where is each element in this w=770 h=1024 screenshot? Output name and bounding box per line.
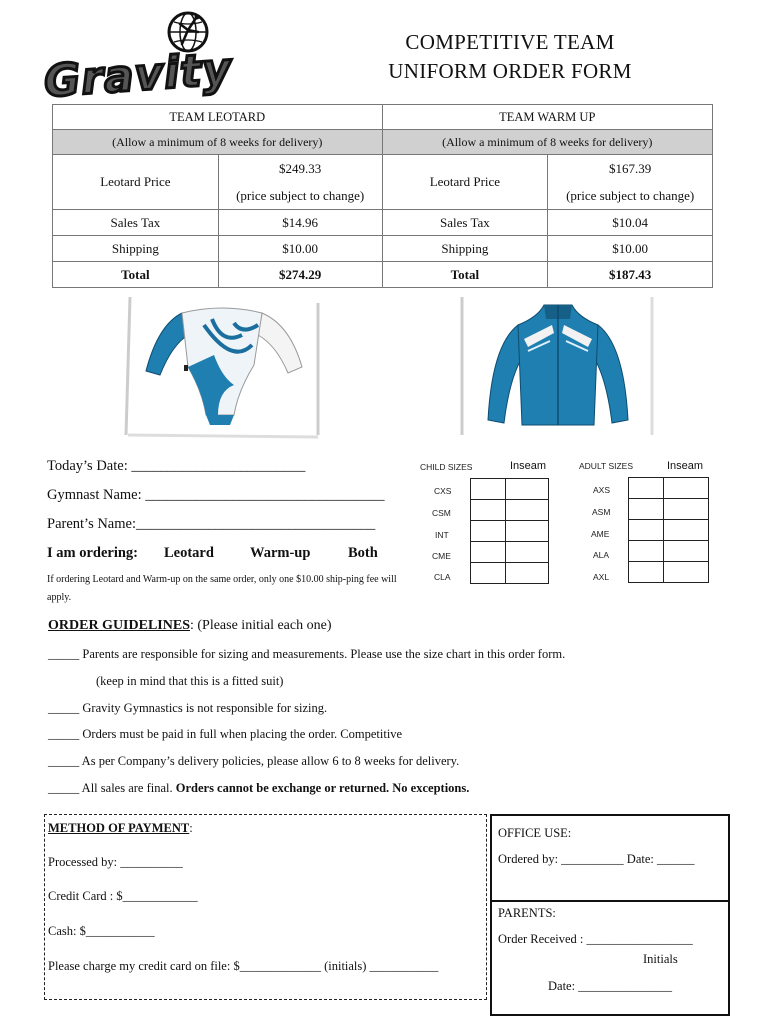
price-table bbox=[52, 104, 713, 288]
guideline-paid-in-full[interactable]: _____ Orders must be paid in full when placing the order. Competitive bbox=[48, 727, 403, 741]
child-size-csm: CSM bbox=[432, 508, 451, 518]
grid-cell[interactable] bbox=[471, 479, 506, 500]
warmup-price-cell bbox=[548, 155, 713, 210]
office-use-heading: OFFICE USE: bbox=[498, 826, 572, 840]
grid-cell[interactable] bbox=[629, 541, 664, 562]
leotard-total-label: Total bbox=[53, 262, 219, 288]
charge-card-on-file-field[interactable]: Please charge my credit card on file: $_____________ (initials) ___________ bbox=[48, 959, 439, 973]
grid-cell[interactable] bbox=[506, 542, 549, 563]
grid-cell[interactable] bbox=[471, 563, 506, 584]
adult-size-axl: AXL bbox=[593, 572, 610, 582]
grid-cell[interactable] bbox=[506, 521, 549, 542]
warmup-jacket-image bbox=[458, 295, 658, 440]
order-received-field[interactable]: Order Received : _________________ bbox=[498, 932, 693, 946]
child-size-grid[interactable] bbox=[470, 478, 549, 584]
grid-cell[interactable] bbox=[664, 562, 709, 583]
todays-date-field[interactable]: Today’s Date: ________________________ bbox=[47, 458, 306, 474]
grid-cell[interactable] bbox=[506, 479, 549, 500]
grid-cell[interactable] bbox=[664, 478, 709, 499]
grid-cell[interactable] bbox=[664, 520, 709, 541]
warmup-price-label: Leotard Price bbox=[382, 155, 548, 210]
adult-inseam-header: Inseam bbox=[667, 460, 704, 472]
ordered-by-field[interactable]: Ordered by: __________ Date: ______ bbox=[498, 852, 695, 866]
grid-cell[interactable] bbox=[629, 520, 664, 541]
guidelines-subtitle: : (Please initial each one) bbox=[189, 618, 332, 633]
final-sale-bold: Orders cannot be exchange or returned. No exceptions. bbox=[175, 781, 470, 795]
option-both[interactable]: Both bbox=[348, 545, 378, 561]
leotard-ship: $10.00 bbox=[218, 236, 382, 262]
guideline-final-sale[interactable] bbox=[48, 781, 469, 796]
adult-size-grid[interactable] bbox=[628, 477, 709, 583]
child-size-cme: CME bbox=[432, 551, 451, 561]
child-inseam-header: Inseam bbox=[510, 460, 547, 472]
child-size-cxs: CXS bbox=[434, 486, 452, 496]
leotard-ship-label: Shipping bbox=[53, 236, 219, 262]
payment-title: METHOD OF PAYMENT bbox=[48, 821, 190, 835]
grid-cell[interactable] bbox=[664, 499, 709, 520]
parents-heading: PARENTS: bbox=[498, 906, 556, 920]
office-divider bbox=[492, 900, 728, 902]
guideline-fitted-note: (keep in mind that this is a fitted suit) bbox=[96, 674, 284, 688]
warmup-price-note: (price subject to change) bbox=[566, 188, 695, 203]
leotard-total: $274.29 bbox=[218, 262, 382, 288]
credit-card-field[interactable]: Credit Card : $____________ bbox=[48, 889, 198, 903]
warmup-ship-label: Shipping bbox=[382, 236, 548, 262]
adult-size-axs: AXS bbox=[593, 485, 611, 495]
option-leotard[interactable]: Leotard bbox=[164, 545, 214, 561]
title-line-1: COMPETITIVE TEAM bbox=[405, 30, 615, 54]
grid-cell[interactable] bbox=[664, 541, 709, 562]
warmup-total: $187.43 bbox=[548, 262, 713, 288]
leotard-price-note: (price subject to change) bbox=[236, 188, 365, 203]
warmup-total-label: Total bbox=[382, 262, 548, 288]
guideline-sizing[interactable]: _____ Parents are responsible for sizing and measurements. Please use the size chart in this order form. bbox=[48, 647, 566, 661]
shipping-note: If ordering Leotard and Warm-up on the same order, only one $10.00 ship-ping fee will apply. bbox=[47, 574, 397, 603]
gymnast-name-field[interactable]: Gymnast Name: _________________________________ bbox=[47, 487, 385, 503]
leotard-price-label: Leotard Price bbox=[53, 155, 219, 210]
leotard-price-cell bbox=[218, 155, 382, 210]
title-line-2: UNIFORM ORDER FORM bbox=[388, 59, 632, 83]
leotard-delivery: (Allow a minimum of 8 weeks for delivery) bbox=[53, 130, 383, 155]
guideline-delivery[interactable]: _____ As per Company’s delivery policies, please allow 6 to 8 weeks for delivery. bbox=[48, 754, 460, 768]
grid-cell[interactable] bbox=[629, 499, 664, 520]
parent-name-field[interactable]: Parent’s Name:_________________________________ bbox=[47, 516, 376, 532]
payment-box bbox=[44, 814, 487, 1000]
form-title bbox=[360, 28, 660, 86]
order-guidelines-heading bbox=[48, 618, 331, 634]
grid-cell[interactable] bbox=[471, 500, 506, 521]
option-warmup[interactable]: Warm-up bbox=[250, 545, 311, 561]
leotard-tax: $14.96 bbox=[218, 210, 382, 236]
initials-label: Initials bbox=[643, 952, 678, 966]
payment-colon: : bbox=[189, 821, 193, 835]
child-size-int: INT bbox=[435, 530, 449, 540]
processed-by-field[interactable]: Processed by: __________ bbox=[48, 855, 183, 869]
cash-field[interactable]: Cash: $___________ bbox=[48, 924, 155, 938]
grid-cell[interactable] bbox=[629, 562, 664, 583]
logo-text: Gravity bbox=[42, 43, 234, 108]
adult-size-ala: ALA bbox=[593, 550, 610, 560]
warmup-tax-label: Sales Tax bbox=[382, 210, 548, 236]
child-size-cla: CLA bbox=[434, 572, 451, 582]
leotard-tax-label: Sales Tax bbox=[53, 210, 219, 236]
guideline-not-responsible[interactable]: _____ Gravity Gymnastics is not responsible for sizing. bbox=[48, 701, 328, 715]
grid-cell[interactable] bbox=[629, 478, 664, 499]
leotard-header: TEAM LEOTARD bbox=[53, 105, 383, 130]
parents-date-field[interactable]: Date: _______________ bbox=[548, 979, 672, 993]
adult-size-asm: ASM bbox=[592, 507, 611, 517]
ordering-label: I am ordering: bbox=[47, 545, 139, 561]
office-use-box bbox=[490, 814, 730, 1016]
adult-size-ame: AME bbox=[591, 529, 610, 539]
adult-sizes-header: ADULT SIZES bbox=[579, 461, 634, 471]
payment-heading bbox=[48, 821, 193, 836]
warmup-tax: $10.04 bbox=[548, 210, 713, 236]
guidelines-title: ORDER GUIDELINES bbox=[48, 618, 190, 633]
child-sizes-header: CHILD SIZES bbox=[420, 462, 473, 472]
final-sale-text: _____ All sales are final. bbox=[48, 781, 176, 795]
gravity-logo bbox=[42, 10, 264, 108]
warmup-price: $167.39 bbox=[609, 161, 652, 176]
leotard-image bbox=[122, 295, 322, 440]
grid-cell[interactable] bbox=[506, 500, 549, 521]
leotard-price: $249.33 bbox=[279, 161, 322, 176]
grid-cell[interactable] bbox=[471, 542, 506, 563]
warmup-delivery: (Allow a minimum of 8 weeks for delivery) bbox=[382, 130, 713, 155]
grid-cell[interactable] bbox=[506, 563, 549, 584]
grid-cell[interactable] bbox=[471, 521, 506, 542]
warmup-ship: $10.00 bbox=[548, 236, 713, 262]
warmup-header: TEAM WARM UP bbox=[382, 105, 713, 130]
